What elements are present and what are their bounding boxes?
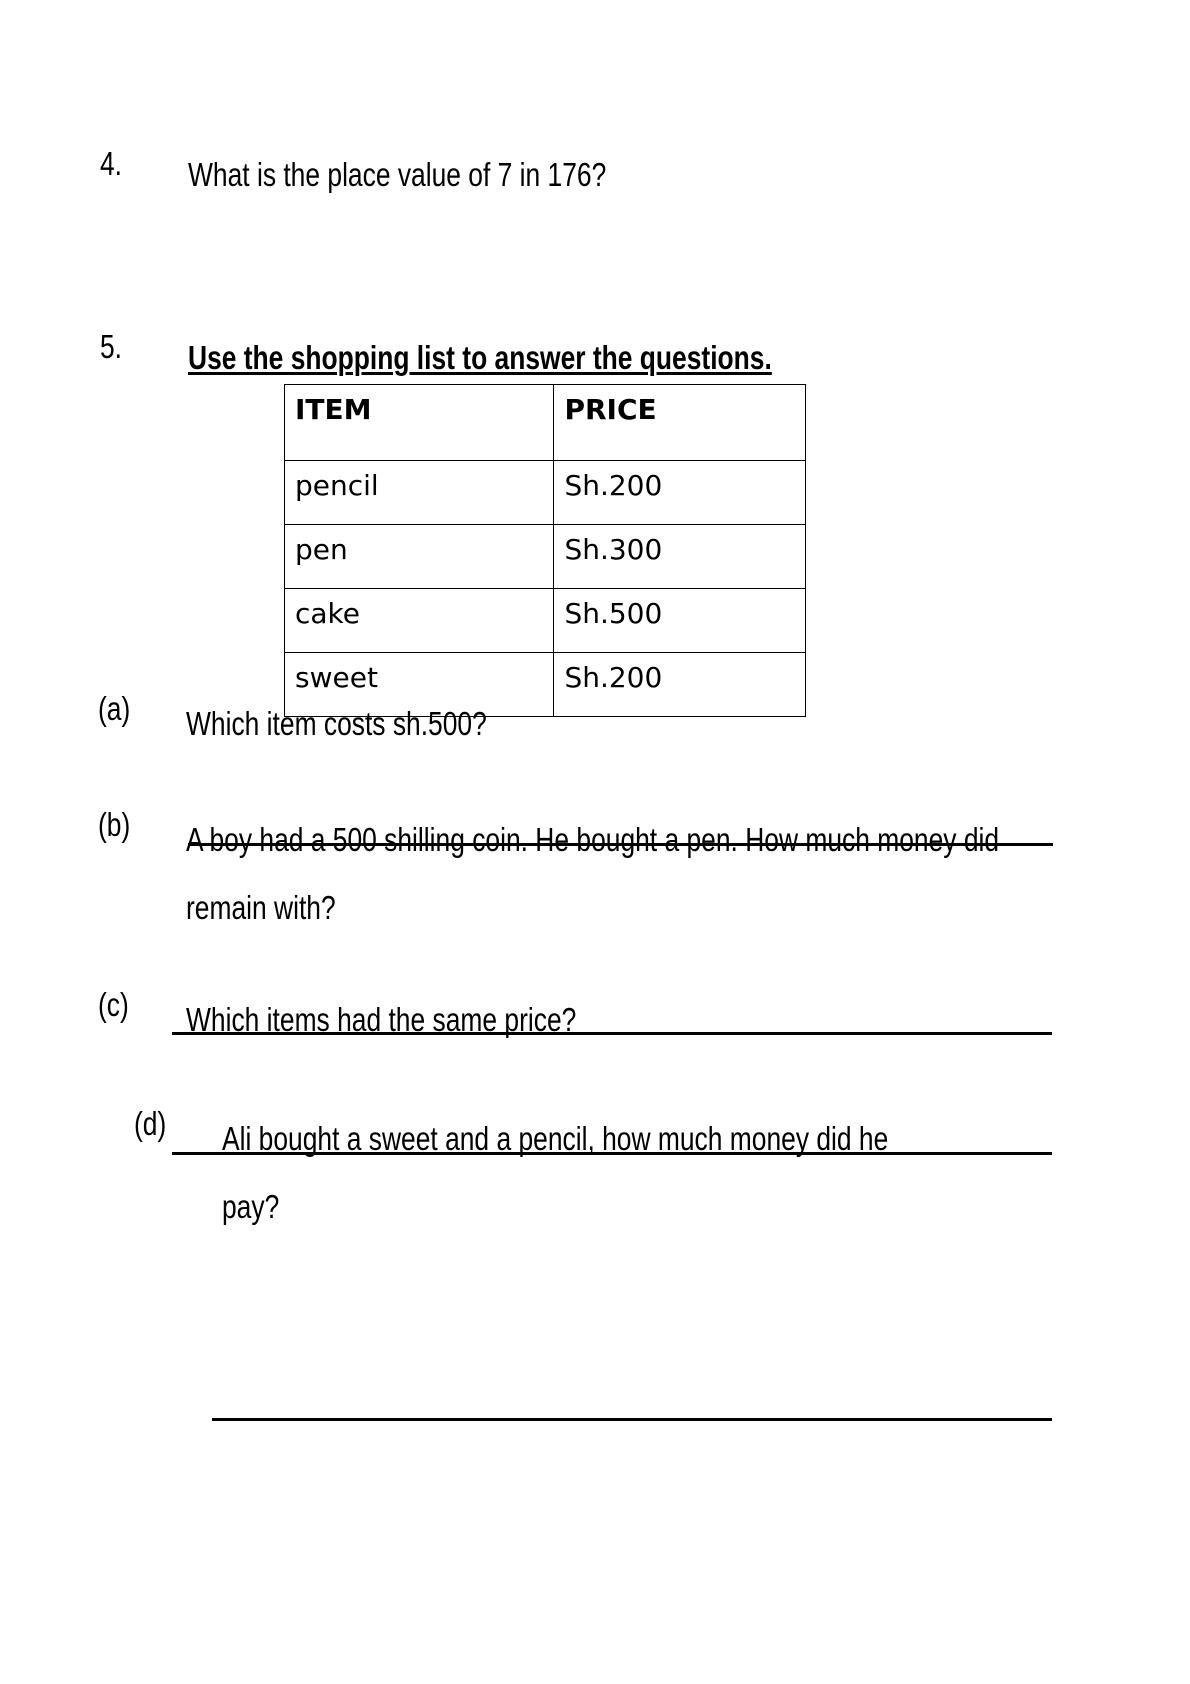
cell-item: sweet — [285, 653, 554, 717]
sub-question-c — [98, 986, 674, 1054]
question-4 — [100, 144, 711, 205]
sub-question-a — [98, 690, 562, 758]
question-4-number: 4. — [100, 145, 123, 182]
sub-question-a-text: Which item costs sh.500? — [186, 705, 487, 742]
sub-question-d-text: Ali bought a sweet and a pencil, how much money did he pay? — [222, 1120, 889, 1225]
sub-question-c-label: (c) — [98, 986, 129, 1023]
sub-question-c-text: Which items had the same price? — [186, 1001, 577, 1038]
question-5-number: 5. — [100, 328, 123, 365]
column-header-item: ITEM — [285, 385, 554, 461]
cell-item: cake — [285, 589, 554, 653]
cell-price: Sh.200 — [554, 653, 806, 717]
sub-question-b-text: A boy had a 500 shilling coin. He bought a pen. How much money did remain with? — [186, 821, 1000, 926]
sub-question-b — [98, 806, 1190, 941]
sub-question-b-label: (b) — [98, 806, 131, 843]
table-row — [285, 525, 806, 589]
shopping-list-table — [284, 384, 806, 717]
table-row — [285, 589, 806, 653]
cell-item: pencil — [285, 461, 554, 525]
cell-price: Sh.300 — [554, 525, 806, 589]
cell-item: pen — [285, 525, 554, 589]
column-header-price: PRICE — [554, 385, 806, 461]
question-4-text: What is the place value of 7 in 176? — [188, 156, 607, 193]
answer-line-d[interactable] — [212, 1418, 1052, 1421]
question-5 — [100, 327, 918, 388]
sub-question-d-label: (d) — [134, 1105, 167, 1142]
table-row — [285, 461, 806, 525]
cell-price: Sh.200 — [554, 461, 806, 525]
cell-price: Sh.500 — [554, 589, 806, 653]
sub-question-a-label: (a) — [98, 690, 131, 727]
table-header-row — [285, 385, 806, 461]
question-5-heading: Use the shopping list to answer the questions. — [188, 339, 772, 376]
sub-question-d — [134, 1105, 1190, 1240]
